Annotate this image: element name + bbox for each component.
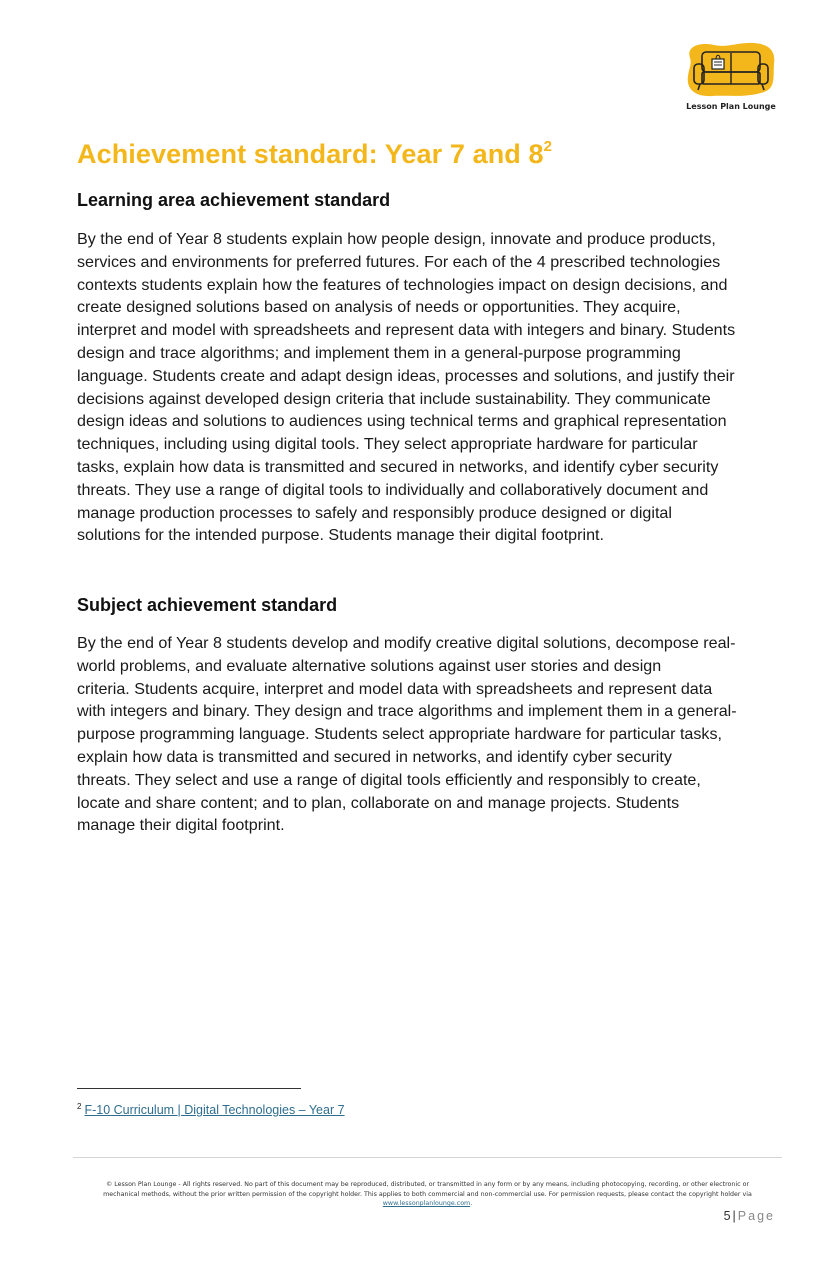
paragraph-line: By the end of Year 8 students develop and modify creative digital solutions, decompose real- xyxy=(77,634,736,652)
paragraph-line: locate and share content; and to plan, collaborate on and manage projects. Students xyxy=(77,793,680,812)
page-number-value: 5 xyxy=(723,1209,731,1223)
paragraph-line: techniques, including using digital tools. They select appropriate hardware for particular xyxy=(77,435,698,454)
logo-wordmark: Lesson Plan Lounge xyxy=(686,102,776,111)
website-link[interactable]: www.lessonplanlounge.com xyxy=(382,1200,471,1208)
paragraph-line: By the end of Year 8 students explain how people design, innovate and produce products, xyxy=(77,230,716,248)
footnote-divider xyxy=(77,1088,301,1089)
paragraph-line: threats. They select and use a range of digital tools efficiently and responsibly to create, xyxy=(77,770,701,789)
paragraph-line: services and environments for preferred futures. For each of the 4 prescribed technologies xyxy=(77,252,721,271)
link-suffix: . xyxy=(470,1200,473,1208)
page-label: Page xyxy=(737,1209,775,1223)
footnote xyxy=(77,1102,345,1117)
paragraph-line: design and trace algorithms; and implement them in a general-purpose programming xyxy=(77,343,681,362)
sofa-logo-icon xyxy=(684,40,778,102)
paragraph-line: manage their digital footprint. xyxy=(77,816,285,835)
page-title xyxy=(77,138,552,170)
copyright-line-3 xyxy=(73,1199,782,1209)
copyright-footer xyxy=(73,1180,782,1209)
paragraph-line: create designed solutions based on analysis of needs or opportunities. They acquire, xyxy=(77,298,681,317)
company-logo xyxy=(684,40,778,115)
paragraph-line: purpose programming language. Students select appropriate hardware for particular tasks, xyxy=(77,725,722,744)
footnote-link[interactable]: F-10 Curriculum | Digital Technologies – Year 7 xyxy=(84,1103,345,1117)
paragraph-line: language. Students create and adapt design ideas, processes and solutions, and justify their xyxy=(77,366,735,385)
paragraph-line: manage production processes to safely and responsibly produce designed or digital xyxy=(77,503,672,522)
subject-paragraph xyxy=(77,632,779,837)
paragraph-line: decisions against developed design criteria that include sustainability. They communicate xyxy=(77,389,711,408)
page-number xyxy=(724,1209,775,1223)
paragraph-line: explain how data is transmitted and secured in networks, and identify cyber security xyxy=(77,747,672,766)
page-title-text: Achievement standard: Year 7 and 8 xyxy=(77,139,544,169)
copyright-line-1: © Lesson Plan Lounge - All rights reserved. No part of this document may be reproduced, distributed, or transmitted in any form or by any means, including photocopying, recording, or other electronic or xyxy=(105,1181,750,1188)
paragraph-line: design ideas and solutions to audiences using technical terms and graphical representation xyxy=(77,412,727,431)
footnote-number: 2 xyxy=(77,1102,82,1111)
footer-divider xyxy=(73,1157,782,1158)
paragraph-line: contexts students explain how the features of technologies impact on design decisions, and xyxy=(77,275,728,294)
learning-area-paragraph xyxy=(77,228,779,547)
title-footnote-ref[interactable]: 2 xyxy=(543,138,553,155)
page-separator: | xyxy=(732,1209,736,1223)
paragraph-line: solutions for the intended purpose. Students manage their digital footprint. xyxy=(77,526,604,545)
section-heading-learning-area: Learning area achievement standard xyxy=(77,190,391,210)
copyright-line-2: mechanical methods, without the prior written permission of the copyright holder. This applies to both commercial and non-commercial use. For permission requests, please contact the copyright holder via xyxy=(103,1190,752,1198)
paragraph-line: world problems, and evaluate alternative solutions against user stories and design xyxy=(77,656,662,675)
paragraph-line: interpret and model with spreadsheets and represent data with integers and binary. Students xyxy=(77,321,736,340)
paragraph-line: tasks, explain how data is transmitted and secured in networks, and identify cyber security xyxy=(77,457,719,476)
section-heading-subject: Subject achievement standard xyxy=(77,595,338,615)
paragraph-line: criteria. Students acquire, interpret and model data with spreadsheets and represent data xyxy=(77,679,713,698)
paragraph-line: with integers and binary. They design and trace algorithms and implement them in a general- xyxy=(77,702,737,721)
paragraph-line: threats. They use a range of digital tools to individually and collaboratively document and xyxy=(77,480,709,499)
